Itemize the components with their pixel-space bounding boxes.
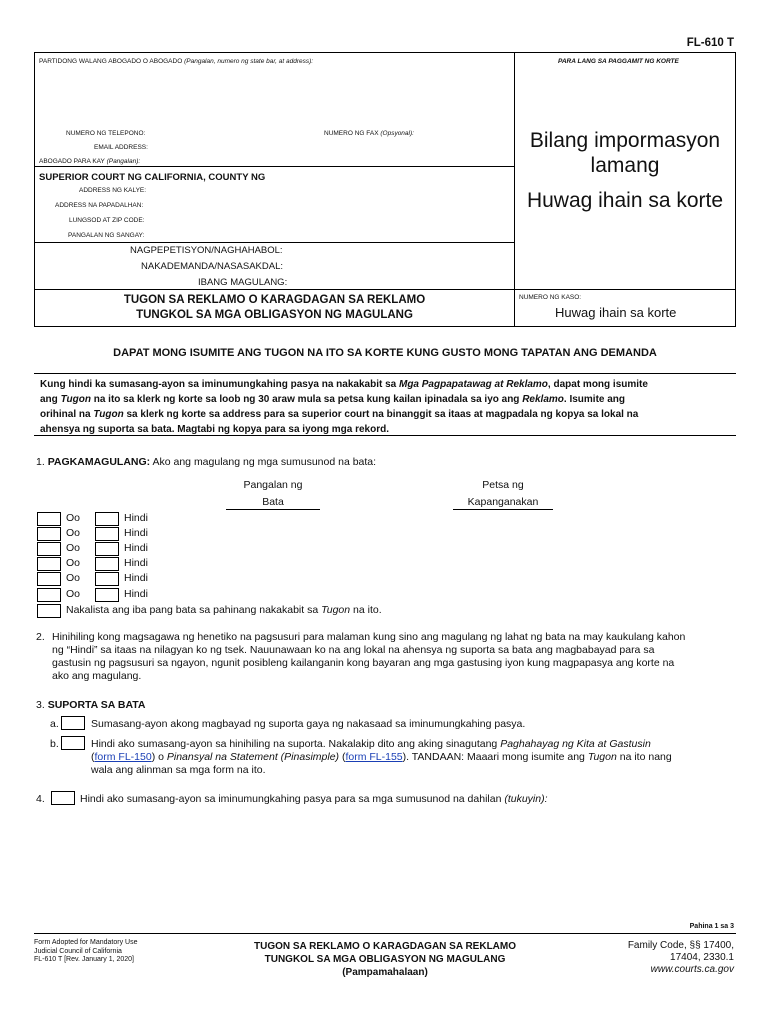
no-label: Hindi	[124, 572, 148, 584]
no-checkbox[interactable]	[95, 572, 119, 586]
case-number-label: NUMERO NG KASO:	[519, 294, 582, 301]
yes-checkbox[interactable]	[37, 588, 61, 602]
no-label: Hindi	[124, 527, 148, 539]
header-top-border	[34, 52, 736, 53]
form-code: FL-610 T	[686, 37, 734, 49]
telephone-label: NUMERO NG TELEPONO:	[66, 130, 146, 137]
item3b-checkbox[interactable]	[61, 736, 85, 750]
yes-label: Oo	[66, 512, 81, 524]
petitioner-label: NAGPEPETISYON/NAGHAHABOL:	[130, 245, 283, 256]
item3b-text: Hindi ako sumasang-ayon sa hinihiling na suporta. Nakalakip dito ang aking sinagutang Paghahayag ng Kita at Gastusin (form FL-150) o Pinansyal na Statement (Pinasimple) (form FL-155). TANDAAN: Maaari mong isumite ang Tugon na ito nang wala ang alinman sa mga form na ito.	[91, 738, 672, 776]
item3-title: SUPORTA SA BATA	[47, 699, 146, 711]
attorney-label	[39, 158, 140, 165]
header-right-border	[735, 52, 736, 327]
footer-rule	[34, 933, 736, 934]
child-name-header-rule	[226, 509, 320, 510]
page-number: Pahina 1 sa 3	[689, 923, 734, 930]
item3a-label: a.	[50, 718, 59, 730]
no-checkbox[interactable]	[95, 527, 119, 541]
court-use-label: PARA LANG SA PAGGAMIT NG KORTE	[558, 58, 679, 65]
respondent-label: NAKADEMANDA/NASASAKDAL:	[141, 261, 284, 272]
city-zip-label: LUNGSOD AT ZIP CODE:	[69, 217, 145, 224]
party-label	[39, 58, 313, 65]
yes-checkbox[interactable]	[37, 572, 61, 586]
item2-number: 2.	[36, 631, 45, 643]
email-label: EMAIL ADDRESS:	[94, 144, 148, 151]
footer-title: TUGON SA REKLAMO O KARAGDAGAN SA REKLAMO TUNGKOL SA MGA OBLIGASYON NG MAGULANG (Pampamahalaan)	[253, 941, 517, 978]
yes-label: Oo	[66, 588, 81, 600]
no-checkbox[interactable]	[95, 542, 119, 556]
attached-children-text: Nakalista ang iba pang bata sa pahinang nakakabit sa Tugon na ito.	[66, 604, 382, 616]
fax-label-text: NUMERO NG FAX	[324, 130, 379, 137]
yes-label: Oo	[66, 542, 81, 554]
form-adopted-note: Form Adopted for Mandatory Use Judicial Council of California FL-610 T [Rev. January 1, 2020]	[34, 939, 138, 963]
case-number-note: Huwag ihain sa korte	[555, 305, 677, 320]
notice-bottom-rule	[34, 435, 736, 436]
header-bottom-border	[34, 326, 736, 327]
item1-text: Ako ang magulang ng mga sumusunod na bata:	[150, 456, 377, 468]
header-left-border	[34, 52, 35, 327]
info-only-notice: Bilang impormasyon lamang	[529, 129, 721, 177]
form-title-line-1: TUGON SA REKLAMO O KARAGDAGAN SA REKLAMO	[123, 294, 426, 306]
fax-label	[324, 130, 414, 137]
branch-name-label: PANGALAN NG SANGAY:	[68, 232, 145, 239]
parties-section-border	[34, 242, 515, 243]
item3b-label: b.	[50, 738, 59, 750]
form-fl150-link[interactable]: form FL-150	[94, 751, 152, 763]
mailing-address-label: ADDRESS NA PAPADALHAN:	[55, 202, 144, 209]
party-label-note: (Pangalan, numero ng state bar, at address):	[184, 58, 314, 65]
fax-label-note: (Opsyonal):	[380, 130, 414, 137]
party-label-text: PARTIDONG WALANG ABOGADO O ABOGADO	[39, 58, 183, 65]
yes-checkbox[interactable]	[37, 557, 61, 571]
title-section-border	[34, 289, 736, 290]
form-title	[34, 293, 515, 323]
form-fl155-link[interactable]: form FL-155	[345, 751, 403, 763]
child-name-column-header: Pangalan ng Bata	[243, 479, 303, 508]
item2-text: Hinihiling kong magsagawa ng henetiko na pagsusuri para malaman kung sino ang magulang ng lahat ng bata na may kaukulang kahon ng “Hindi” sa itaas na nilagyan ko ng tsek. Nauunawaan ko na ang lokal na ahensya ng suporta sa bata ang magbabayad para sa gastusin ng pagsusuri sa ngayon, ngunit posibleng kailanganin kong bayaran ang mga gastusing iyon kung magpapasya ang korte na ako ang magulang.	[52, 631, 686, 682]
item3a-checkbox[interactable]	[61, 716, 85, 730]
item1-number: 1.	[36, 456, 45, 468]
attached-children-checkbox[interactable]	[37, 604, 61, 618]
yes-checkbox[interactable]	[37, 542, 61, 556]
instruction-heading: DAPAT MONG ISUMITE ANG TUGON NA ITO SA KORTE KUNG GUSTO MONG TAPATAN ANG DEMANDA	[113, 347, 657, 359]
yes-label: Oo	[66, 557, 81, 569]
item1-heading	[36, 456, 376, 469]
no-checkbox[interactable]	[95, 512, 119, 526]
street-address-label: ADDRESS NG KALYE:	[79, 187, 147, 194]
birthdate-column-header: Petsa ng Kapanganakan	[467, 479, 539, 508]
birthdate-header-rule	[453, 509, 553, 510]
no-label: Hindi	[124, 557, 148, 569]
notice-top-rule	[34, 373, 736, 374]
item3-number: 3.	[36, 699, 45, 711]
attorney-label-text: ABOGADO PARA KAY	[39, 158, 105, 165]
no-label: Hindi	[124, 588, 148, 600]
item1-title: PAGKAMAGULANG:	[47, 456, 151, 468]
courts-website: www.courts.ca.gov	[650, 964, 734, 975]
item4-text: Hindi ako sumasang-ayon sa iminumungkahing pasya para sa mga sumusunod na dahilan (tukuyin):	[80, 793, 548, 805]
item4-checkbox[interactable]	[51, 791, 75, 805]
yes-checkbox[interactable]	[37, 512, 61, 526]
item3a-text: Sumasang-ayon akong magbayad ng suporta gaya ng nakasaad sa iminumungkahing pasya.	[91, 718, 526, 730]
do-not-file-notice: Huwag ihain sa korte	[526, 189, 724, 212]
no-label: Hindi	[124, 542, 148, 554]
item4-number: 4.	[36, 793, 45, 805]
form-title-line-2: TUNGKOL SA MGA OBLIGASYON NG MAGULANG	[136, 309, 413, 321]
court-title: SUPERIOR COURT NG CALIFORNIA, COUNTY NG	[39, 172, 266, 183]
legal-citation: Family Code, §§ 17400, 17404, 2330.1 www.courts.ca.gov	[627, 940, 734, 975]
court-section-border	[34, 166, 515, 167]
other-parent-label: IBANG MAGULANG:	[198, 277, 288, 288]
item3-heading	[36, 699, 146, 712]
no-checkbox[interactable]	[95, 588, 119, 602]
yes-label: Oo	[66, 572, 81, 584]
yes-label: Oo	[66, 527, 81, 539]
notice-paragraph: Kung hindi ka sumasang-ayon sa iminumungkahing pasya na nakakabit sa Mga Pagpapatawag at Reklamo, dapat mong isumite ang Tugon na ito sa klerk ng korte sa loob ng 30 araw mula sa petsa kung kailan ipinadala sa iyo ang Reklamo. Isumite ang orihinal na Tugon sa klerk ng korte sa address para sa superior court na binanggit sa itaas at magpadala ng kopya sa lokal na ahensya ng suporta sa bata. Magtabi ng kopya para sa iyong mga rekord.	[40, 379, 648, 435]
yes-checkbox[interactable]	[37, 527, 61, 541]
no-label: Hindi	[124, 512, 148, 524]
attorney-label-note: (Pangalan):	[106, 158, 141, 165]
no-checkbox[interactable]	[95, 557, 119, 571]
